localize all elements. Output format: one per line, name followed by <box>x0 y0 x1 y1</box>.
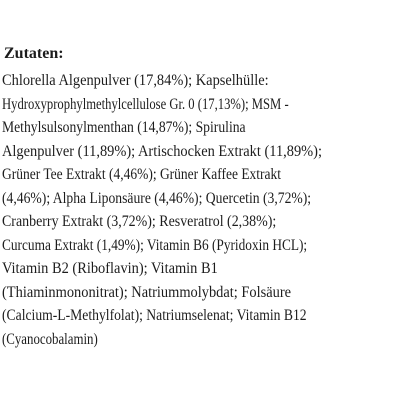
ingredients-line: Cranberry Extrakt (3,72%); Resveratrol (2,38%); <box>2 213 277 230</box>
ingredients-heading: Zutaten: <box>4 45 64 62</box>
ingredients-line: Grüner Tee Extrakt (4,46%); Grüner Kaffee Extrakt <box>2 166 282 183</box>
ingredients-line: Vitamin B2 (Riboflavin); Vitamin B1 <box>2 260 218 277</box>
ingredients-line: (Cyanocobalamin) <box>2 330 98 348</box>
ingredients-line: Curcuma Extrakt (1,49%); Vitamin B6 (Pyridoxin HCL); <box>2 236 308 254</box>
ingredients-line: Algenpulver (11,89%); Artischocken Extrakt (11,89%); <box>2 142 322 160</box>
ingredients-line: (Calcium-L-Methylfolat); Natriumselenat; Vitamin B12 <box>2 307 307 324</box>
ingredients-line: Methylsulsonylmenthan (14,87%); Spirulina <box>2 119 246 136</box>
ingredients-line: (4,46%); Alpha Liponsäure (4,46%); Quercetin (3,72%); <box>2 189 312 207</box>
ingredients-text <box>2 69 412 351</box>
ingredients-line: Hydroxyprophylmethylcellulose Gr. 0 (17,13%); MSM - <box>2 95 289 113</box>
ingredients-line: Chlorella Algenpulver (17,84%); Kapselhülle: <box>2 72 269 89</box>
ingredients-line: (Thiaminmononitrat); Natriummolybdat; Folsäure <box>2 283 292 301</box>
